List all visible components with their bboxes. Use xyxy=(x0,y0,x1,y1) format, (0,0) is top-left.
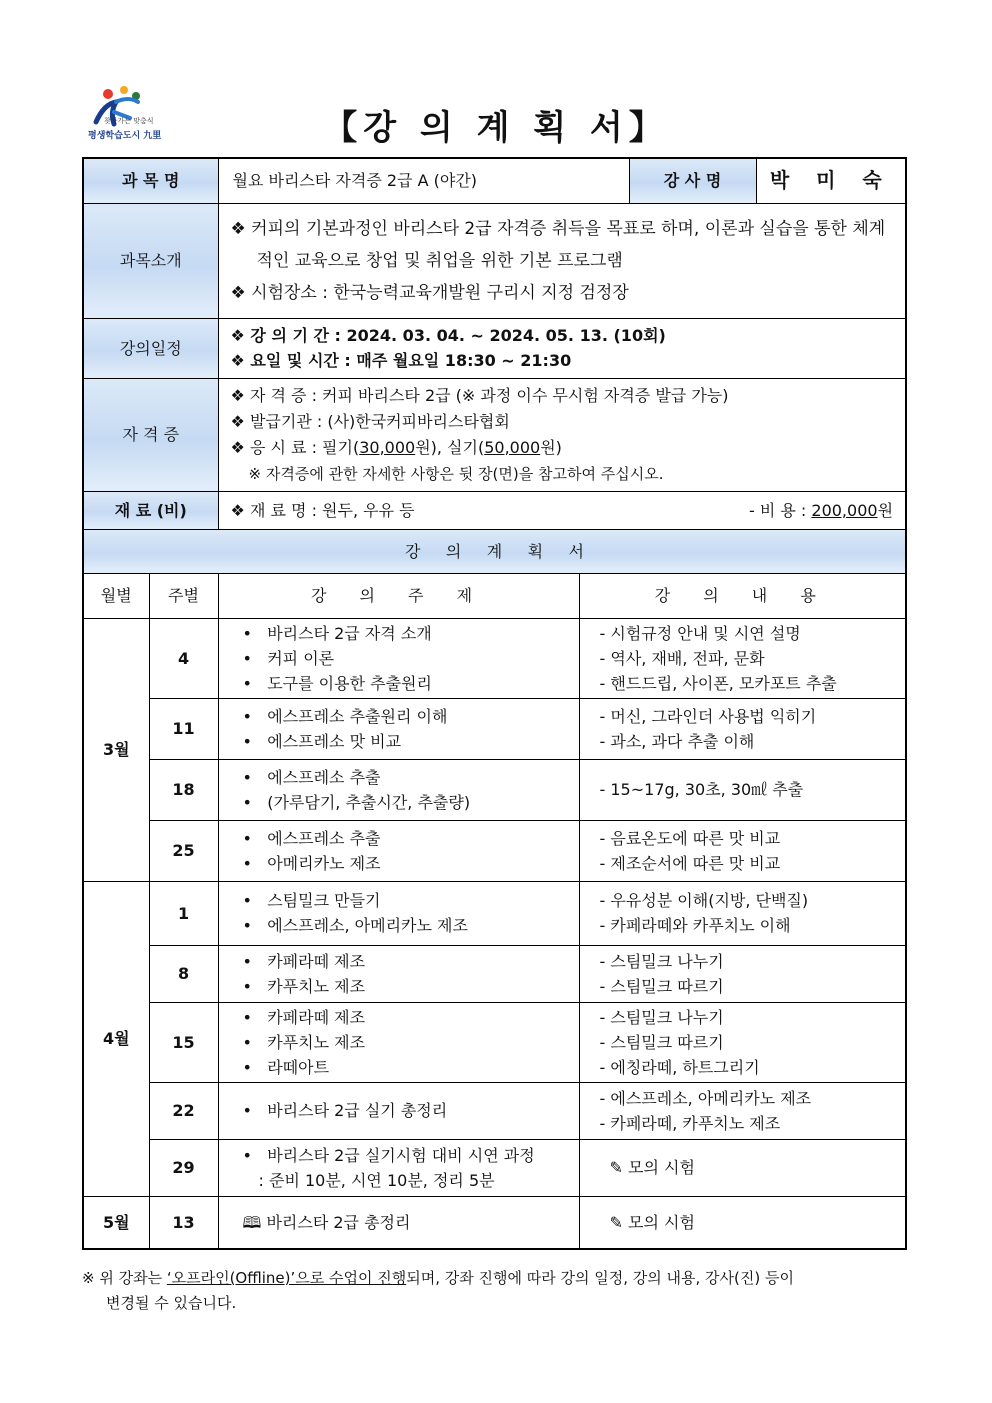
topic-item: • 아메리카노 제조 xyxy=(242,853,381,873)
table-row xyxy=(83,1002,906,1082)
topic-item: • 바리스타 2급 실기 총정리 xyxy=(242,1101,448,1120)
page-title: 【강 의 계 획 서】 xyxy=(323,108,669,148)
topic-item: • (가루담기, 추출시간, 추출량) xyxy=(242,792,471,812)
content-item: ✎ 모의 시험 xyxy=(609,1158,695,1177)
content-item: - 머신, 그라인더 사용법 익히기 xyxy=(599,706,817,726)
subject-name: 월요 바리스타 자격증 2급 A (야간) xyxy=(218,158,629,203)
logo-name: 평생학습도시 九里 xyxy=(88,131,162,141)
table-row xyxy=(83,1082,906,1139)
week-cell: 4 xyxy=(149,618,218,698)
material-line: ❖ 재 료 명 : 원두, 우유 등 xyxy=(230,500,415,520)
schedule-line: ❖ 요일 및 시간 : 매주 월요일 18:30 ~ 21:30 xyxy=(230,351,572,370)
week-cell: 1 xyxy=(149,881,218,945)
content-item: - 음료온도에 따른 맛 비교 xyxy=(599,828,781,848)
topic-item: • 커피 이론 xyxy=(242,648,335,668)
content-item: - 스팀밀크 따르기 xyxy=(599,1032,724,1052)
topic-item: • 에스프레소 맛 비교 xyxy=(242,731,402,751)
topic-item: • 에스프레소, 아메리카노 제조 xyxy=(242,916,468,935)
schedule-label: 강의일정 xyxy=(83,318,218,378)
topic-item: • 카푸치노 제조 xyxy=(242,976,366,996)
table-row xyxy=(83,618,906,698)
topic-item: • 에스프레소 추출원리 이해 xyxy=(242,706,448,726)
logo-tagline: 찾아가는 맞춤식 xyxy=(104,117,154,125)
note-emphasis: ‘오프라인(Offline)’으로 수업이 진행 xyxy=(166,1269,407,1287)
intro-label: 과목소개 xyxy=(83,203,218,318)
footnote: ※ 위 강좌는 ‘오프라인(Offline)’으로 수업이 진행되며, 강좌 진행에 따라 강의 일정, 강의 내용, 강사(진) 등이 변경될 수 있습니다. xyxy=(82,1266,908,1316)
content-item: - 역사, 재배, 전파, 문화 xyxy=(599,648,765,668)
content-item: - 스팀밀크 나누기 xyxy=(599,1007,724,1027)
content-item: - 에스프레소, 아메리카노 제조 xyxy=(599,1088,812,1108)
table-row xyxy=(83,1196,906,1249)
week-cell: 22 xyxy=(149,1082,218,1139)
week-cell: 13 xyxy=(149,1196,218,1249)
week-cell: 25 xyxy=(149,820,218,881)
schedule-line: ❖ 강 의 기 간 : 2024. 03. 04. ~ 2024. 05. 13. (10회) xyxy=(230,326,666,345)
week-cell: 8 xyxy=(149,945,218,1002)
content-item: - 에칭라떼, 하트그리기 xyxy=(599,1057,760,1077)
instructor-label: 강 사 명 xyxy=(629,158,756,203)
topic-item: • 바리스타 2급 자격 소개 xyxy=(242,623,432,643)
table-row xyxy=(83,759,906,820)
topic-item: : 준비 10분, 시연 10분, 정리 5분 xyxy=(258,1170,495,1190)
table-row xyxy=(83,881,906,945)
material-label: 재 료 (비) xyxy=(83,491,218,529)
content-item: ✎ 모의 시험 xyxy=(609,1212,695,1232)
cert-line: ❖ 자 격 증 : 커피 바리스타 2급 (※ 과정 이수 무시험 자격증 발급 가능) xyxy=(230,385,729,405)
content-item: - 핸드드립, 사이폰, 모카포트 추출 xyxy=(599,673,837,693)
month-cell: 3월 xyxy=(83,618,149,881)
footnote-line2: 변경될 수 있습니다. xyxy=(106,1294,237,1312)
topic-item: • 바리스타 2급 실기시험 대비 시연 과정 xyxy=(242,1145,535,1165)
cost-amount: 200,000 xyxy=(811,500,878,520)
content-item: - 과소, 과다 추출 이해 xyxy=(599,731,755,751)
topic-item: • 카푸치노 제조 xyxy=(242,1032,366,1052)
content-item: - 카페라떼, 카푸치노 제조 xyxy=(599,1113,781,1133)
fee-practical: 50,000 xyxy=(484,437,541,457)
intro-line: ❖ 시험장소 : 한국능력교육개발원 구리시 지정 검정장 xyxy=(230,282,629,303)
instructor-name: 박 미 숙 xyxy=(756,158,906,203)
topic-item: 🕮 바리스타 2급 총정리 xyxy=(242,1212,411,1232)
table-row xyxy=(83,698,906,759)
topic-item: • 에스프레소 추출 xyxy=(242,828,381,848)
week-cell: 18 xyxy=(149,759,218,820)
cert-label: 자 격 증 xyxy=(83,378,218,491)
content-item: - 카페라떼와 카푸치노 이해 xyxy=(599,916,791,935)
content-item: - 제조순서에 따른 맛 비교 xyxy=(599,853,781,873)
cert-fee-line: ❖ 응 시 료 : 필기(30,000원), 실기(50,000원) xyxy=(230,437,562,457)
subject-label: 과 목 명 xyxy=(83,158,218,203)
course-plan-table xyxy=(82,157,907,1250)
content-item: - 시험규정 안내 및 시연 설명 xyxy=(599,623,801,643)
col-month: 월별 xyxy=(83,573,149,618)
topic-item: • 라떼아트 xyxy=(242,1057,330,1077)
content-item: - 스팀밀크 따르기 xyxy=(599,976,724,996)
table-row xyxy=(83,1139,906,1196)
table-row xyxy=(83,945,906,1002)
content-item: - 우유성분 이해(지방, 단백질) xyxy=(599,891,809,910)
topic-item: • 스팀밀크 만들기 xyxy=(242,891,381,910)
intro-line: ❖ 커피의 기본과정인 바리스타 2급 자격증 취득을 목표로 하며, 이론과 실습을 통한 체계적인 교육으로 창업 및 취업을 위한 기본 프로그램 xyxy=(230,218,886,271)
topic-item: • 도구를 이용한 추출원리 xyxy=(242,673,432,693)
col-week: 주별 xyxy=(149,573,218,618)
week-cell: 29 xyxy=(149,1139,218,1196)
topic-item: • 카페라떼 제조 xyxy=(242,1007,366,1027)
topic-item: • 에스프레소 추출 xyxy=(242,767,381,787)
topic-item: • 카페라떼 제조 xyxy=(242,951,366,971)
table-row xyxy=(83,820,906,881)
content-item: - 15~17g, 30초, 30㎖ 추출 xyxy=(599,780,804,799)
cert-note: ※ 자격증에 관한 자세한 사항은 뒷 장(면)을 참고하여 주십시오. xyxy=(248,464,664,483)
col-topic: 강 의 주 제 xyxy=(218,573,579,618)
plan-header: 강 의 계 획 서 xyxy=(83,529,906,573)
month-cell: 4월 xyxy=(83,881,149,1196)
month-cell: 5월 xyxy=(83,1196,149,1249)
cost-line: - 비 용 : 200,000원 xyxy=(748,500,894,520)
week-cell: 15 xyxy=(149,1002,218,1082)
cert-line: ❖ 발급기관 : (사)한국커피바리스타협회 xyxy=(230,411,510,431)
week-cell: 11 xyxy=(149,698,218,759)
col-content: 강 의 내 용 xyxy=(579,573,906,618)
content-item: - 스팀밀크 나누기 xyxy=(599,951,724,971)
fee-written: 30,000 xyxy=(359,437,416,457)
